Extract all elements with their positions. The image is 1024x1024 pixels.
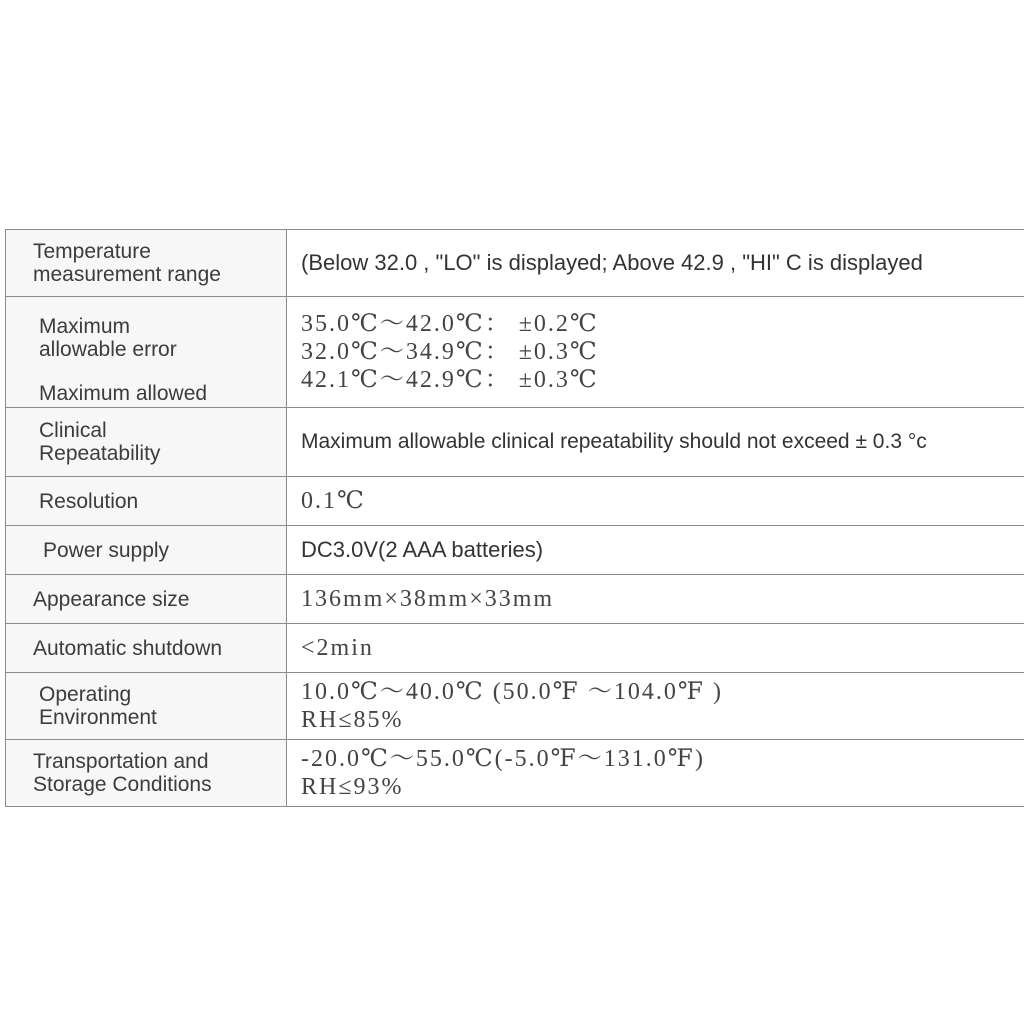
row-value bbox=[287, 230, 1024, 297]
label-line: Environment bbox=[39, 706, 157, 729]
row-label bbox=[6, 408, 287, 477]
label-line: Appearance size bbox=[33, 587, 190, 611]
table-row bbox=[6, 477, 1024, 526]
value-line: DC3.0V(2 AAA batteries) bbox=[301, 537, 544, 562]
label-line: Operating bbox=[39, 683, 132, 706]
value-line: RH≤85% bbox=[301, 707, 404, 733]
value-line: 136mm×38mm×33mm bbox=[301, 586, 555, 612]
row-label bbox=[6, 624, 287, 673]
row-label bbox=[6, 230, 287, 297]
row-label bbox=[6, 526, 287, 575]
label-line: measurement range bbox=[33, 263, 221, 286]
label-line: Resolution bbox=[39, 489, 139, 513]
spec-table bbox=[5, 229, 1024, 807]
label-line: Storage Conditions bbox=[33, 773, 212, 796]
value-line: Maximum allowable clinical repeatability should not exceed ± 0.3 °c bbox=[301, 430, 927, 453]
table-row bbox=[6, 624, 1024, 673]
value-line: RH≤93% bbox=[301, 774, 404, 800]
label-line: Maximum bbox=[39, 315, 131, 338]
table-row bbox=[6, 575, 1024, 624]
table-row bbox=[6, 230, 1024, 297]
label-line: Maximum allowed bbox=[39, 382, 208, 405]
value-line: 35.0℃～42.0℃： ±0.2℃ bbox=[301, 311, 599, 337]
value-line: 32.0℃～34.9℃： ±0.3℃ bbox=[301, 339, 599, 365]
row-value bbox=[287, 673, 1024, 740]
value-line: -20.0℃～55.0℃(-5.0℉～131.0℉) bbox=[301, 746, 705, 772]
row-value bbox=[287, 526, 1024, 575]
value-line: 0.1℃ bbox=[301, 488, 366, 514]
table-row bbox=[6, 740, 1024, 807]
value-line: 10.0℃～40.0℃ (50.0℉ ～104.0℉ ) bbox=[301, 679, 723, 705]
row-value bbox=[287, 740, 1024, 807]
value-line: <2min bbox=[301, 635, 374, 661]
label-line: Power supply bbox=[43, 538, 170, 562]
row-label bbox=[6, 477, 287, 526]
label-line: Automatic shutdown bbox=[33, 636, 223, 660]
value-line: 42.1℃～42.9℃： ±0.3℃ bbox=[301, 367, 599, 393]
table-row bbox=[6, 526, 1024, 575]
row-value bbox=[287, 575, 1024, 624]
row-value bbox=[287, 624, 1024, 673]
label-line: Transportation and bbox=[33, 750, 209, 773]
row-value bbox=[287, 477, 1024, 526]
label-line: Temperature bbox=[33, 240, 151, 263]
label-line: Clinical bbox=[39, 419, 107, 442]
row-label bbox=[6, 740, 287, 807]
row-value bbox=[287, 297, 1024, 408]
label-line: Repeatability bbox=[39, 442, 161, 465]
value-line: (Below 32.0 , "LO" is displayed; Above 42.9 , "HI" C is displayed bbox=[301, 250, 923, 275]
row-label bbox=[6, 297, 287, 408]
table-row bbox=[6, 297, 1024, 408]
row-label bbox=[6, 575, 287, 624]
table-row bbox=[6, 408, 1024, 477]
label-line: allowable error bbox=[39, 338, 177, 361]
row-value bbox=[287, 408, 1024, 477]
table-row bbox=[6, 673, 1024, 740]
row-label bbox=[6, 673, 287, 740]
